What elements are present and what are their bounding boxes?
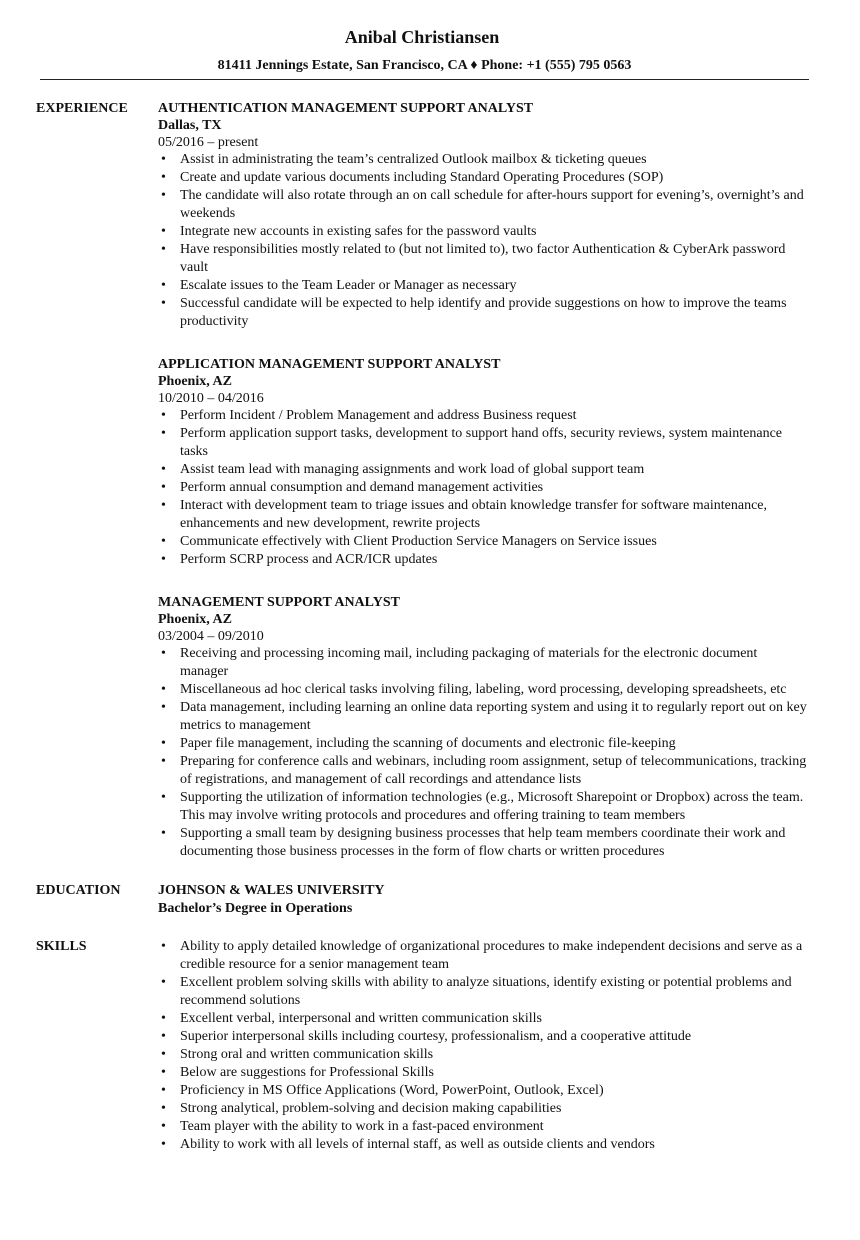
section-label-skills: SKILLS [36, 939, 87, 954]
skill-item: • Strong analytical, problem-solving and decision making capabilities [158, 1100, 808, 1118]
skill-item: • Ability to work with all levels of internal staff, as well as outside clients and vendors [158, 1136, 808, 1154]
skill-item: • Proficiency in MS Office Applications (Word, PowerPoint, Outlook, Excel) [158, 1082, 808, 1100]
skill-item: • Ability to apply detailed knowledge of organizational procedures to make independent decisions and serve as a credible resource for a senior management team [158, 938, 808, 974]
section-label-experience: EXPERIENCE [36, 101, 128, 116]
bullet-item: • Integrate new accounts in existing safes for the password vaults [158, 223, 808, 241]
bullet-item: • Have responsibilities mostly related to (but not limited to), two factor Authentication & CyberArk password vault [158, 241, 808, 277]
job-entry [158, 594, 808, 861]
bullet-item: • Perform SCRP process and ACR/ICR updates [158, 551, 808, 569]
job-location: Dallas, TX [158, 118, 222, 133]
bullet-item: • Assist in administrating the team’s centralized Outlook mailbox & ticketing queues [158, 151, 808, 169]
skill-item: • Superior interpersonal skills including courtesy, professionalism, and a cooperative attitude [158, 1028, 808, 1046]
education-section [36, 882, 808, 918]
bullet-item: • Data management, including learning an online data reporting system and using it to regularly report out on key metrics to management [158, 699, 808, 735]
bullet-item: • Perform annual consumption and demand management activities [158, 479, 808, 497]
job-bullets [158, 151, 808, 331]
job-title: MANAGEMENT SUPPORT ANALYST [158, 595, 400, 610]
bullet-item: • Receiving and processing incoming mail, including packaging of materials for the electronic document manager [158, 645, 808, 681]
bullet-item: • Communicate effectively with Client Production Service Managers on Service issues [158, 533, 808, 551]
skill-item: • Strong oral and written communication skills [158, 1046, 808, 1064]
job-title: APPLICATION MANAGEMENT SUPPORT ANALYST [158, 357, 501, 372]
job-dates: 05/2016 – present [158, 135, 259, 150]
bullet-item: • Supporting the utilization of information technologies (e.g., Microsoft Sharepoint or Dropbox) across the team. This may involve writing protocols and procedures and offering training to team members [158, 789, 808, 825]
job-dates: 03/2004 – 09/2010 [158, 629, 264, 644]
skill-item: • Excellent verbal, interpersonal and written communication skills [158, 1010, 808, 1028]
skill-item: • Below are suggestions for Professional Skills [158, 1064, 808, 1082]
job-entry [158, 356, 808, 569]
bullet-item: • The candidate will also rotate through an on call schedule for after-hours support for evening’s, overnight’s and weekends [158, 187, 808, 223]
bullet-item: • Create and update various documents including Standard Operating Procedures (SOP) [158, 169, 808, 187]
skill-item: • Team player with the ability to work in a fast-paced environment [158, 1118, 808, 1136]
bullet-item: • Escalate issues to the Team Leader or Manager as necessary [158, 277, 808, 295]
job-bullets [158, 407, 808, 569]
bullet-item: • Assist team lead with managing assignments and work load of global support team [158, 461, 808, 479]
bullet-item: • Preparing for conference calls and webinars, including room assignment, setup of telecommunications, tracking of registrations, and management of call recordings and attendance lists [158, 753, 808, 789]
job-dates: 10/2010 – 04/2016 [158, 391, 264, 406]
education-degree: Bachelor’s Degree in Operations [158, 901, 353, 916]
experience-section [36, 100, 808, 861]
section-label-education: EDUCATION [36, 883, 121, 898]
skill-item: • Excellent problem solving skills with ability to analyze situations, identify existing or potential problems and recommend solutions [158, 974, 808, 1010]
job-entry [158, 100, 808, 331]
contact-line: 81411 Jennings Estate, San Francisco, CA ♦ Phone: +1 (555) 795 0563 [40, 57, 809, 80]
job-location: Phoenix, AZ [158, 612, 232, 627]
job-bullets [158, 645, 808, 861]
job-title: AUTHENTICATION MANAGEMENT SUPPORT ANALYST [158, 101, 534, 116]
bullet-item: • Interact with development team to triage issues and obtain knowledge transfer for software maintenance, enhancements and new development, rewrite projects [158, 497, 808, 533]
education-school: JOHNSON & WALES UNIVERSITY [158, 883, 385, 898]
bullet-item: • Paper file management, including the scanning of documents and electronic file-keeping [158, 735, 808, 753]
job-location: Phoenix, AZ [158, 374, 232, 389]
bullet-item: • Perform Incident / Problem Management and address Business request [158, 407, 808, 425]
bullet-item: • Supporting a small team by designing business processes that help team members coordinate their work and documenting those business processes in the form of flow charts or written procedures [158, 825, 808, 861]
bullet-item: • Successful candidate will be expected to help identify and provide suggestions on how to improve the teams productivity [158, 295, 808, 331]
bullet-item: • Miscellaneous ad hoc clerical tasks involving filing, labeling, word processing, developing spreadsheets, etc [158, 681, 808, 699]
skills-list [158, 938, 808, 1154]
bullet-item: • Perform application support tasks, development to support hand offs, security reviews, system maintenance tasks [158, 425, 808, 461]
skills-section [36, 938, 808, 1154]
candidate-name: Anibal Christiansen [344, 27, 500, 47]
